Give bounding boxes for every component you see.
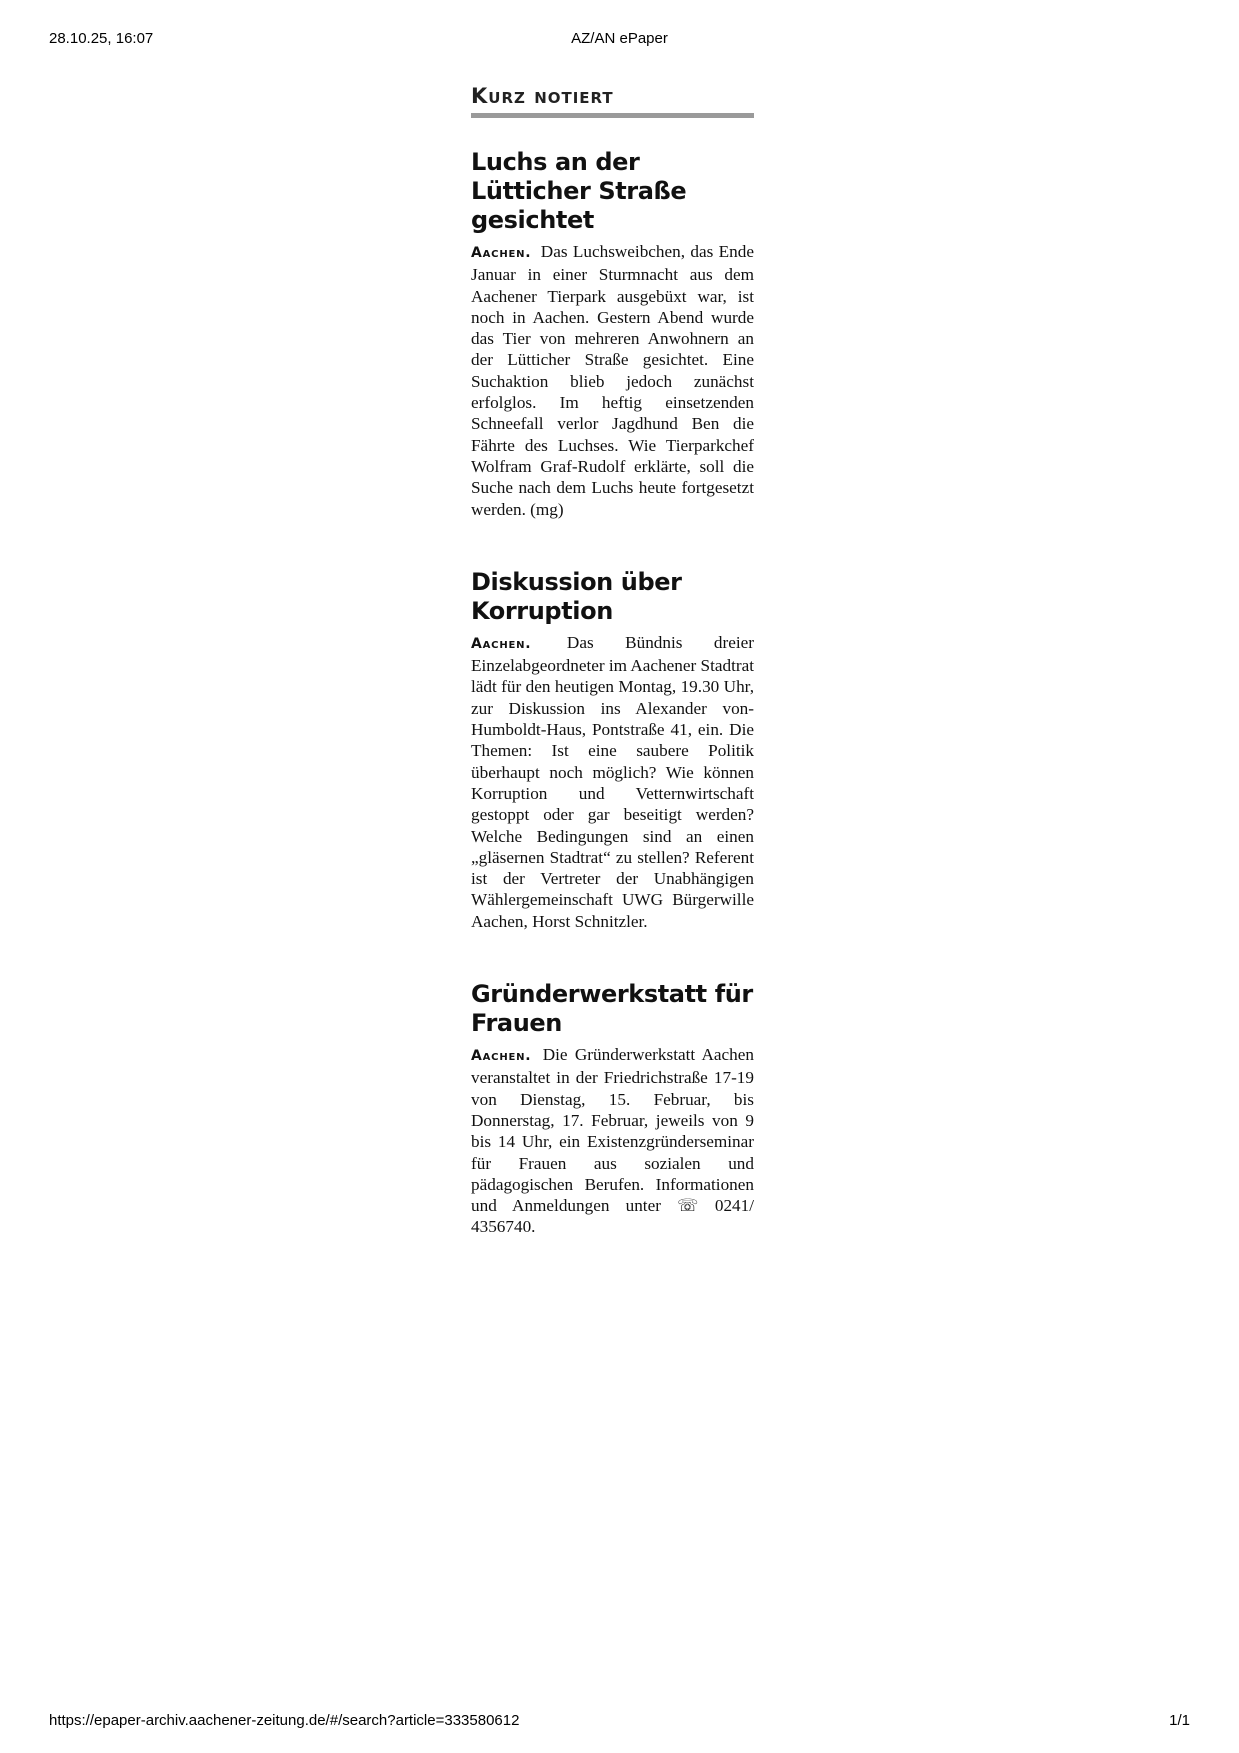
dateline: Aachen. bbox=[471, 1048, 532, 1065]
headline-bold: Korruption bbox=[471, 596, 613, 625]
headline-regular: Diskussion über bbox=[471, 567, 682, 596]
print-footer-page: 1/1 bbox=[1169, 1712, 1190, 1729]
dateline: Aachen. bbox=[471, 245, 532, 261]
dateline: Aachen. bbox=[471, 635, 532, 652]
headline-bold: Gründerwerkstatt bbox=[471, 980, 707, 1009]
article-body bbox=[471, 1044, 754, 1238]
headline-bold: Luchs bbox=[471, 148, 547, 176]
headline-regular: für Frauen bbox=[471, 980, 753, 1038]
article-text: Das Bündnis dreier Einzelabgeordneter im Aachener Stadtrat lädt für den heutigen Montag, 19.30 Uhr, zur Diskussion ins Alexander von-Humboldt-Haus, Pontstraße 41, ein. Die Themen: Ist eine saubere Politik überhaupt noch möglich? Wie können Korruption und Vetternwirtschaft gestoppt oder gar beseitigt werden? Welche Bedingungen sind an einen „gläsernen Stadtrat“ zu stellen? Referent ist der Vertreter der Unabhängigen Wählergemeinschaft UWG Bürgerwille Aachen, Horst Schnitzler. bbox=[471, 632, 755, 931]
article-body bbox=[471, 632, 754, 932]
print-footer-url[interactable]: https://epaper-archiv.aachener-zeitung.de/#/search?article=333580612 bbox=[49, 1712, 520, 1729]
article-korruption bbox=[471, 568, 754, 932]
article-text: Das Luchsweibchen, das Ende Januar in einer Sturmnacht aus dem Aachener Tierpark ausgebüxt war, ist noch in Aachen. Gestern Abend wurde das Tier von mehreren Anwohnern an der Lütticher Straße gesichtet. Eine Suchaktion blieb jedoch zunächst erfolglos. Im heftig einsetzenden Schneefall verlor Jagdhund Ben die Fährte des Luchses. Wie Tierparkchef Wolfram Graf-Rudolf erklärte, soll die Suche nach dem Luchs heute fortgesetzt werden. (mg) bbox=[471, 242, 754, 519]
article-luchs bbox=[471, 148, 754, 520]
print-header-datetime: 28.10.25, 16:07 bbox=[49, 30, 154, 47]
article-body bbox=[471, 241, 754, 520]
article-text: Die Gründerwerkstatt Aachen veranstaltet in der Friedrichstraße 17-19 von Dienstag, 15. Februar, bis Donnerstag, 17. Februar, jeweils von 9 bis 14 Uhr, ein Existenzgründerseminar für Frauen aus sozialen und pädagogischen Berufen. Informationen und Anmeldungen unter ☏ 0241/ 4356740. bbox=[471, 1045, 755, 1237]
article-gruenderwerkstatt bbox=[471, 980, 754, 1238]
print-header-title: AZ/AN ePaper bbox=[571, 30, 668, 47]
article-headline bbox=[471, 980, 754, 1038]
news-column bbox=[471, 84, 754, 1286]
article-headline bbox=[471, 148, 754, 235]
section-title: Kurz notiert bbox=[471, 84, 754, 118]
article-headline bbox=[471, 568, 754, 626]
headline-regular: an der Lütticher Straße gesichtet bbox=[471, 148, 687, 234]
